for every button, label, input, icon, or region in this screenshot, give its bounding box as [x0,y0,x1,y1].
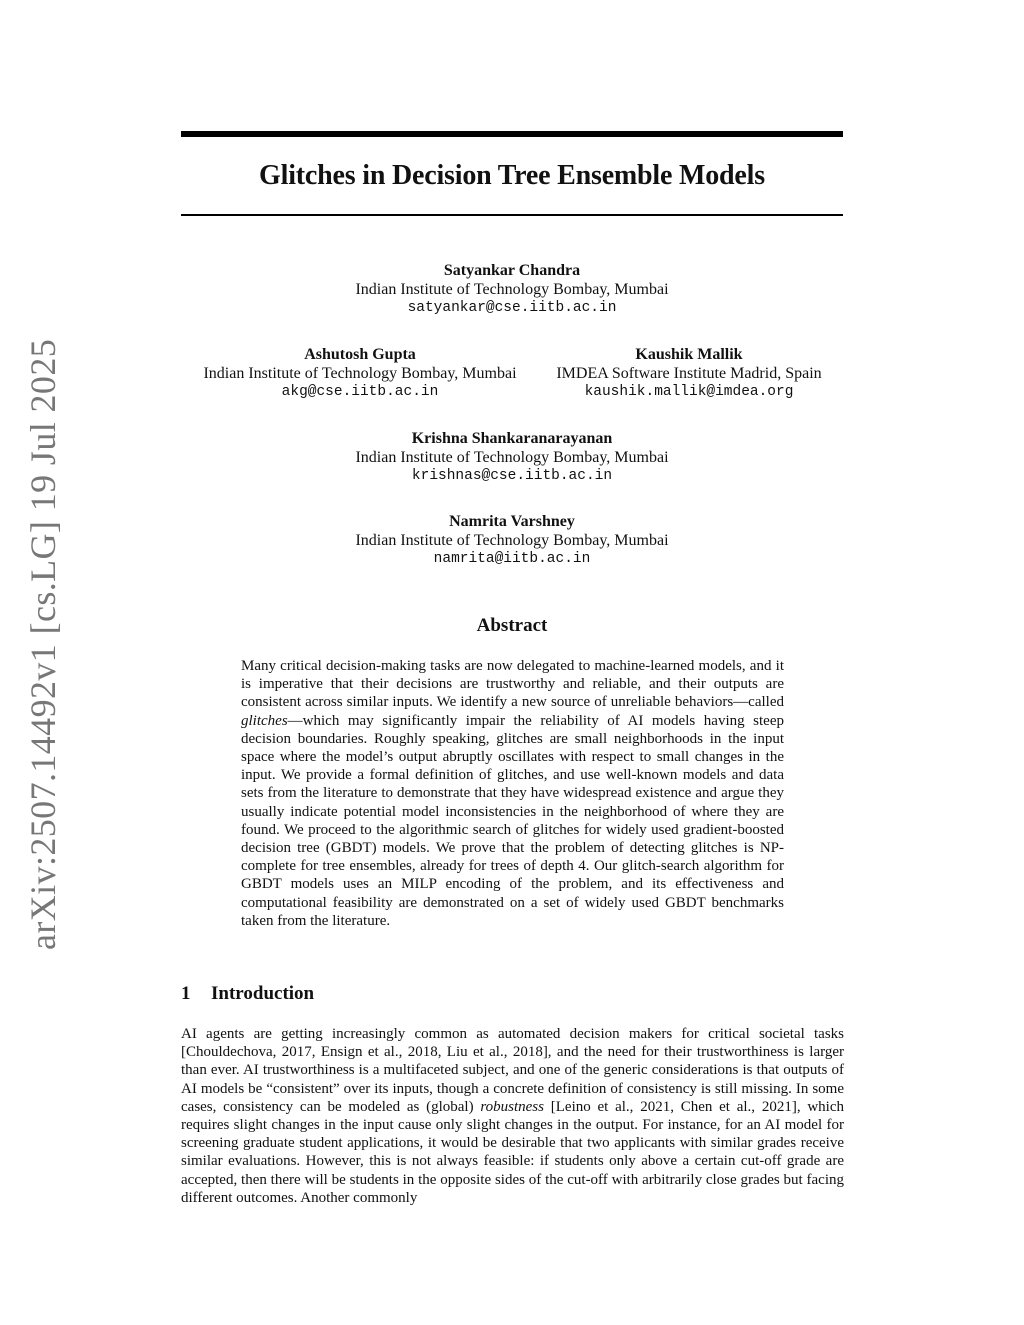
abstract-text: Many critical decision-making tasks are now delegated to machine-learned models, and it is imperative that their decisions are trustworthy and reliable, and their outputs are consistent across similar inputs. We identify a new source of unreliable behaviors—called [241,658,784,711]
intro-text: AI agents are getting increasingly common as automated decision makers for critical societal tasks [Chouldechova, 2017, Ensign et al., 2018, Liu et al., 2018], and the need for their trustworthiness is larger than ever. AI trustworthiness is a multifaceted subject, and one of the generic considerations is that outputs of AI models be “consistent” over its inputs, though a concrete definition of consistency is still missing. In some cases, consistency can be modeled as (global) [181,1026,844,1115]
section-number: 1 [181,983,191,1004]
author-name: Namrita Varshney [449,513,575,530]
author-email[interactable]: namrita@iitb.ac.in [433,551,591,567]
author-email[interactable]: kaushik.mallik@imdea.org [584,384,794,400]
abstract-term: glitches [241,712,288,729]
introduction-body [181,1025,844,1207]
author-affiliation: Indian Institute of Technology Bombay, Mumbai [355,280,669,298]
author-email[interactable]: krishnas@cse.iitb.ac.in [411,468,613,484]
author-block [262,513,762,569]
author-block [540,346,838,402]
abstract-body [241,657,784,930]
author-name: Krishna Shankaranarayanan [411,430,613,447]
title-top-rule [181,131,843,137]
section-title: Introduction [211,983,315,1004]
author-email[interactable]: akg@cse.iitb.ac.in [281,384,439,400]
author-block [262,262,762,318]
abstract-heading: Abstract [476,615,548,636]
abstract-text: —which may significantly impair the reliability of AI models having steep decision boundaries. Roughly speaking, glitches are small neighborhoods in the input space where the model’s output abruptly oscillates with respect to small changes in the input. We provide a formal definition of glitches, and use well-known models and data sets from the literature to demonstrate that they have widespread existence and argue they usually indicate potential model inconsistencies in the neighborhood of where they are found. We proceed to the algorithmic search of glitches for widely used gradient-boosted decision tree (GBDT) models. We prove that the problem of detecting glitches is NP-complete for tree ensembles, already for trees of depth 4. Our glitch-search algorithm for GBDT models uses an MILP encoding of the problem, and its effectiveness and computational feasibility are demonstrated on a set of widely used GBDT benchmarks taken from the literature. [241,712,784,929]
paper-title: Glitches in Decision Tree Ensemble Models [259,160,765,191]
author-affiliation: Indian Institute of Technology Bombay, Mumbai [355,531,669,549]
title-bottom-rule [181,214,843,216]
intro-term: robustness [480,1098,544,1115]
author-name: Ashutosh Gupta [304,346,416,363]
author-email[interactable]: satyankar@cse.iitb.ac.in [407,300,617,316]
arxiv-identifier: arXiv:2507.14492v1 [cs.LG] 19 Jul 2025 [23,338,63,950]
author-name: Satyankar Chandra [443,262,581,279]
author-affiliation: Indian Institute of Technology Bombay, Mumbai [203,364,517,382]
author-name: Kaushik Mallik [635,346,743,363]
author-affiliation: Indian Institute of Technology Bombay, Mumbai [355,448,669,466]
author-affiliation: IMDEA Software Institute Madrid, Spain [556,364,822,382]
author-block [262,430,762,486]
section-heading [181,983,314,1005]
author-block [185,346,535,402]
intro-text: [Leino et al., 2021, Chen et al., 2021], which requires slight changes in the input cause only slight changes in the output. For instance, for an AI model for screening graduate student applications, it would be desirable that two applicants with similar grades receive similar evaluations. However, this is not always feasible: if students only above a certain cut-off grade are accepted, then there will be students in the opposite sides of the cut-off with arbitrarily close grades but facing different outcomes. Another commonly [181,1098,844,1206]
